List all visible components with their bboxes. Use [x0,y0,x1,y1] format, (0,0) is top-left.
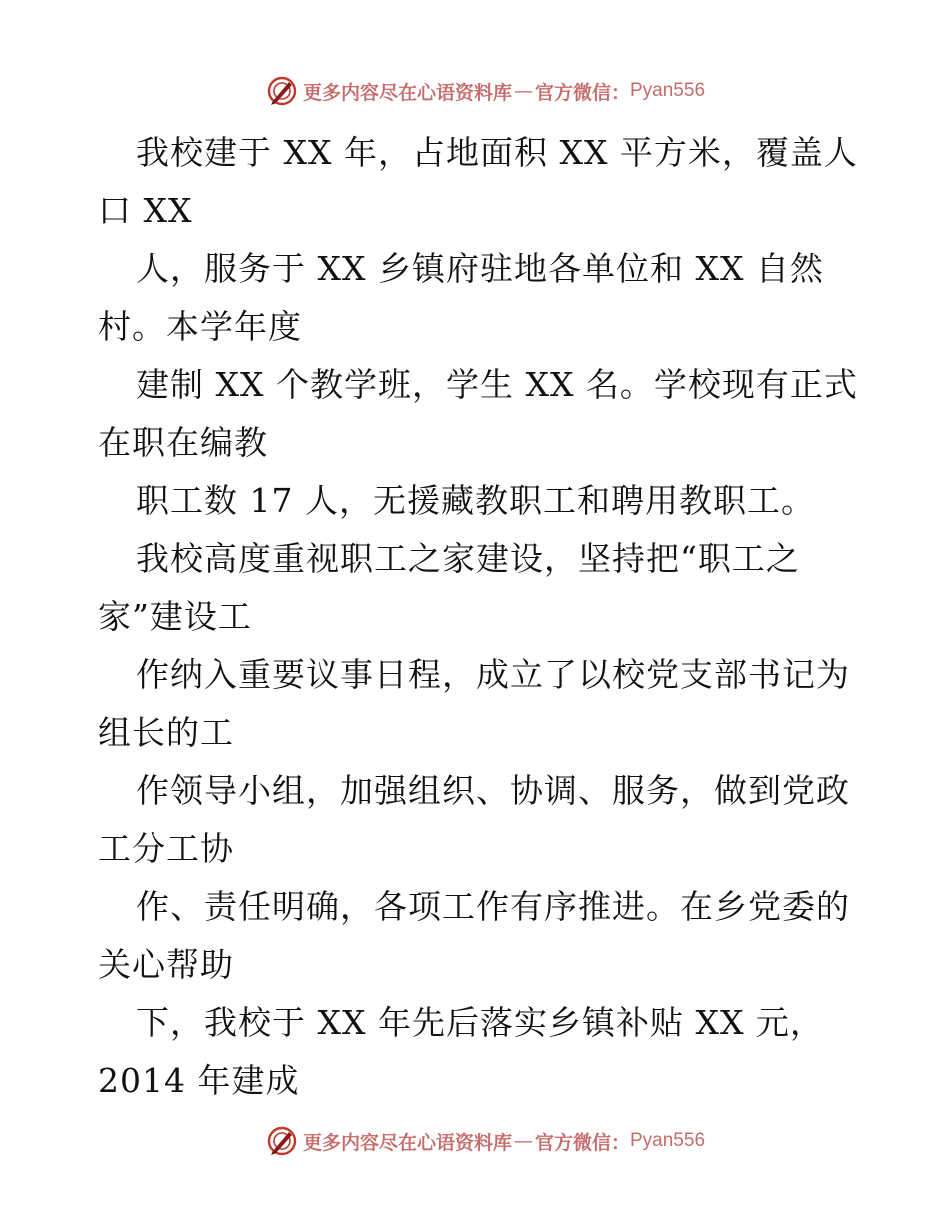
text-line: 下，我校于 XX 年先后落实乡镇补贴 XX 元， [136,1003,824,1042]
text-line: 2014 年建成 [98,1061,300,1100]
text-line: 我校建于 XX 年，占地面积 XX 平方米，覆盖人 [136,133,858,172]
text-line: 关心帮助 [98,945,234,984]
header-banner-content [265,74,705,108]
footer-banner [0,1121,950,1161]
text-line: 组长的工 [98,713,234,752]
text-line: 我校高度重视职工之家建设，坚持把“职工之 [136,539,800,578]
text-line: 职工数 17 人，无援藏教职工和聘用教职工。 [136,481,815,520]
banner-wechat-id: Pyan556 [630,80,706,101]
text-line: 村。本学年度 [98,307,302,346]
banner-title: 更多内容尽在心语资料库 [302,81,512,104]
document-body [98,124,858,1110]
pen-logo-icon [265,1124,299,1158]
footer-banner-content [265,1124,705,1158]
banner-separator: — [513,80,533,102]
text-line: 工分工协 [98,829,234,868]
banner-wechat-label: 官方微信： [534,1131,630,1154]
text-line: 家”建设工 [98,597,252,636]
banner-title: 更多内容尽在心语资料库 [302,1131,512,1154]
pen-logo-icon [265,74,299,108]
text-line: 在职在编教 [98,423,268,462]
text-line: 作领导小组，加强组织、协调、服务，做到党政 [136,771,850,810]
banner-wechat-label: 官方微信： [534,81,630,104]
text-line: 作、责任明确，各项工作有序推进。在乡党委的 [136,887,850,926]
banner-separator: — [513,1130,533,1152]
text-line: 口 XX [98,191,193,230]
header-banner [0,71,950,111]
text-line: 建制 XX 个教学班，学生 XX 名。学校现有正式 [136,365,858,404]
banner-wechat-id: Pyan556 [630,1130,706,1151]
text-line: 作纳入重要议事日程，成立了以校党支部书记为 [136,655,850,694]
text-line: 人，服务于 XX 乡镇府驻地各单位和 XX 自然 [136,249,824,288]
